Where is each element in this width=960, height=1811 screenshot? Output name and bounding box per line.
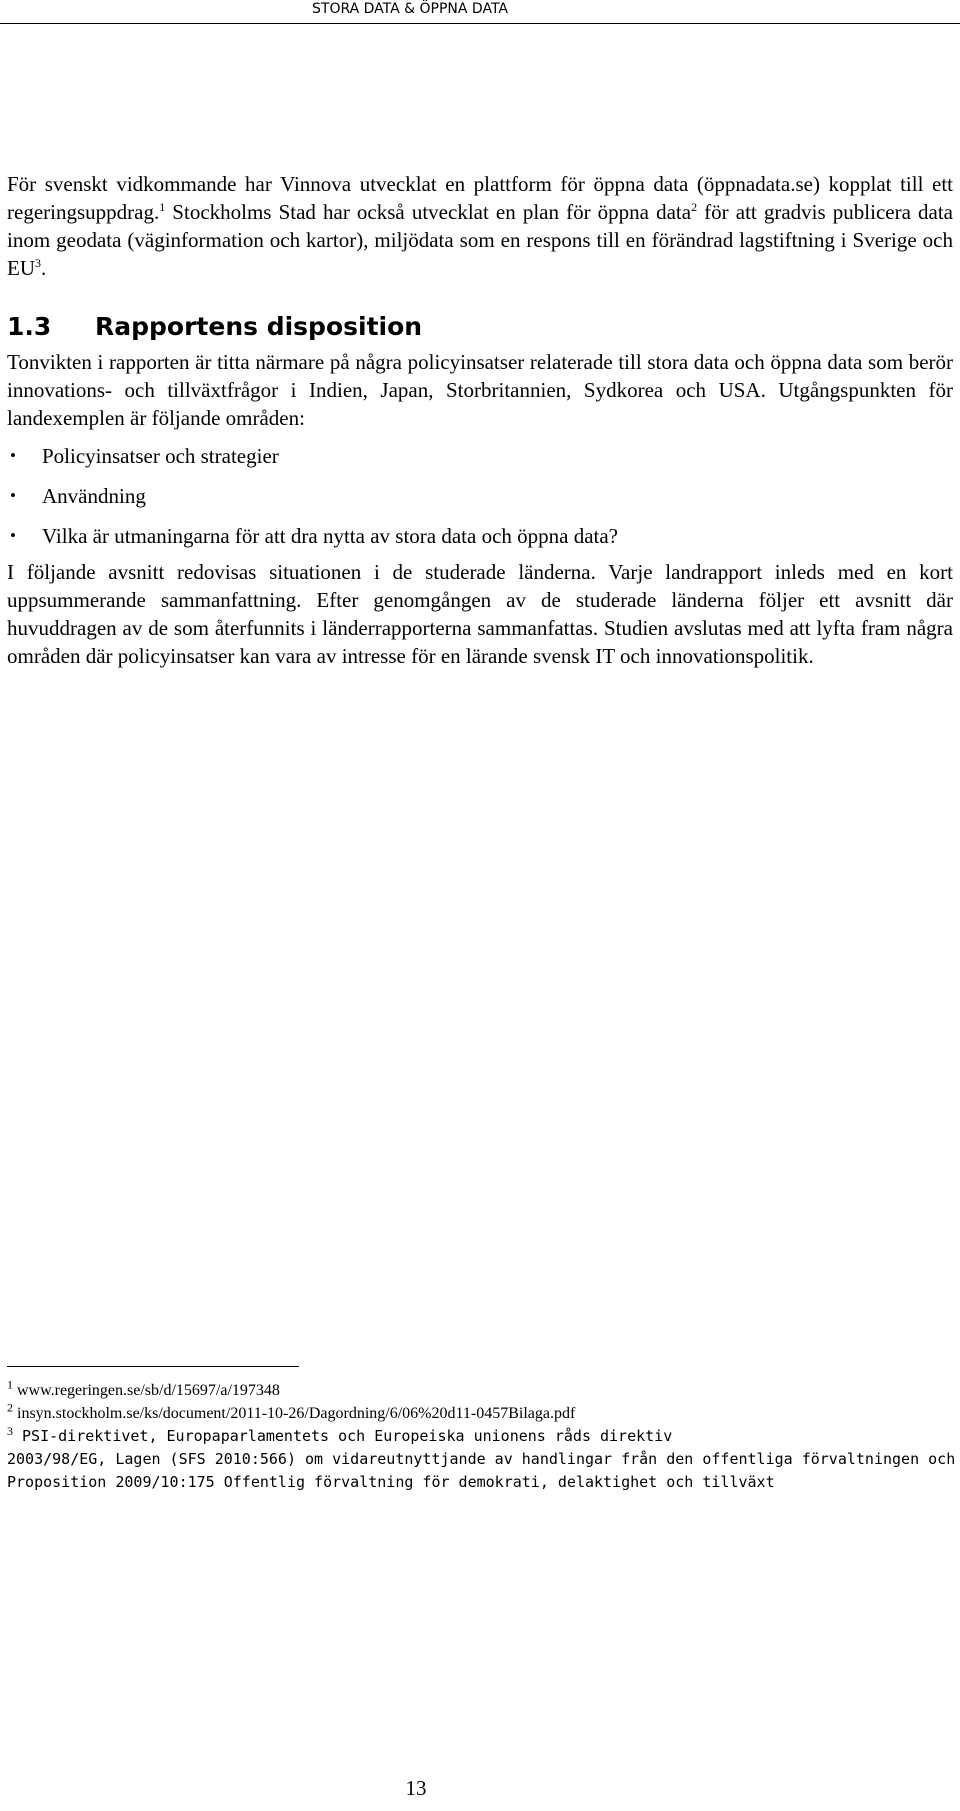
list-item bbox=[7, 522, 953, 550]
intro-text-part1: För svenskt vidkommande har Vinnova utvecklat en plattform för öppna data (öppnadata.se) kopplat till ett regeringsuppdrag. bbox=[7, 172, 953, 224]
footnote-text: 2003/98/EG, Lagen (SFS 2010:566) om vidareutnyttjande av handlingar från den offentliga förvaltningen och bbox=[7, 1450, 956, 1468]
footnote-separator bbox=[7, 1366, 299, 1367]
footnote-3-continued bbox=[7, 1448, 956, 1471]
footnote-number: 1 bbox=[7, 1377, 13, 1392]
footnote-ref-1[interactable]: 1 bbox=[159, 200, 166, 214]
running-title: STORA DATA & ÖPPNA DATA bbox=[312, 1, 508, 17]
footnote-number: 3 bbox=[7, 1424, 13, 1438]
main-content bbox=[7, 170, 953, 670]
list-item bbox=[7, 482, 953, 510]
footnote-text: PSI-direktivet, Europaparlamentets och Europeiska unionens råds direktiv bbox=[13, 1427, 673, 1445]
intro-text-part4: . bbox=[41, 256, 47, 280]
section-title: Rapportens disposition bbox=[95, 312, 423, 341]
bullet-icon: • bbox=[10, 486, 16, 505]
intro-text-part2: Stockholms Stad har också utvecklat en plan för öppna data bbox=[165, 200, 692, 224]
list-item-text: Användning bbox=[42, 484, 146, 508]
footnote-2 bbox=[7, 1402, 953, 1425]
footnote-number: 2 bbox=[7, 1400, 13, 1415]
footnote-ref-3[interactable]: 3 bbox=[35, 256, 41, 270]
section-heading bbox=[7, 312, 953, 342]
focus-areas-list bbox=[7, 442, 953, 550]
footnote-text[interactable]: www.regeringen.se/sb/d/15697/a/197348 bbox=[13, 1382, 280, 1399]
section-number: 1.3 bbox=[7, 312, 52, 341]
bullet-icon: • bbox=[10, 446, 16, 465]
footnote-text[interactable]: insyn.stockholm.se/ks/document/2011-10-26/Dagordning/6/06%20d11-0457Bilaga.pdf bbox=[13, 1405, 576, 1422]
list-item bbox=[7, 442, 953, 470]
footnote-ref-2[interactable]: 2 bbox=[691, 200, 698, 214]
footnote-text: Proposition 2009/10:175 Offentlig förvaltning för demokrati, delaktighet och tillväxt bbox=[7, 1473, 775, 1491]
bullet-icon: • bbox=[10, 526, 16, 545]
list-item-text: Vilka är utmaningarna för att dra nytta av stora data och öppna data? bbox=[42, 524, 619, 548]
body-paragraph-2: I följande avsnitt redovisas situationen i de studerade länderna. Varje landrapport inleds med en kort uppsummerande sammanfattning. Efter genomgången av de studerade länderna följer ett avsnitt där huvuddragen av de som återfunnits i länderrapporterna sammanfattas. Studien avslutas med att lyfta fram några områden där policyinsatser kan vara av intresse för en lärande svensk IT och innovationspolitik. bbox=[7, 560, 953, 668]
body-paragraph-1: Tonvikten i rapporten är titta närmare på några policyinsatser relaterade till stora data och öppna data som berör innovations- och tillväxtfrågor i Indien, Japan, Storbritannien, Sydkorea och USA. Utgångspunkten för landexemplen är följande områden: bbox=[7, 350, 953, 430]
list-item-text: Policyinsatser och strategier bbox=[42, 444, 279, 468]
footnote-1 bbox=[7, 1379, 953, 1402]
footnotes bbox=[7, 1377, 956, 1494]
page-number: 13 bbox=[405, 1776, 427, 1800]
footnote-3 bbox=[7, 1425, 953, 1448]
running-header bbox=[0, 0, 960, 24]
footnote-3-continued bbox=[7, 1471, 953, 1494]
intro-text-part3: för att gradvis publicera data inom geodata (väginformation och kartor), miljödata som en respons till en förändrad lagstiftning i Sverige och EU bbox=[7, 200, 953, 280]
intro-paragraph bbox=[7, 170, 953, 282]
